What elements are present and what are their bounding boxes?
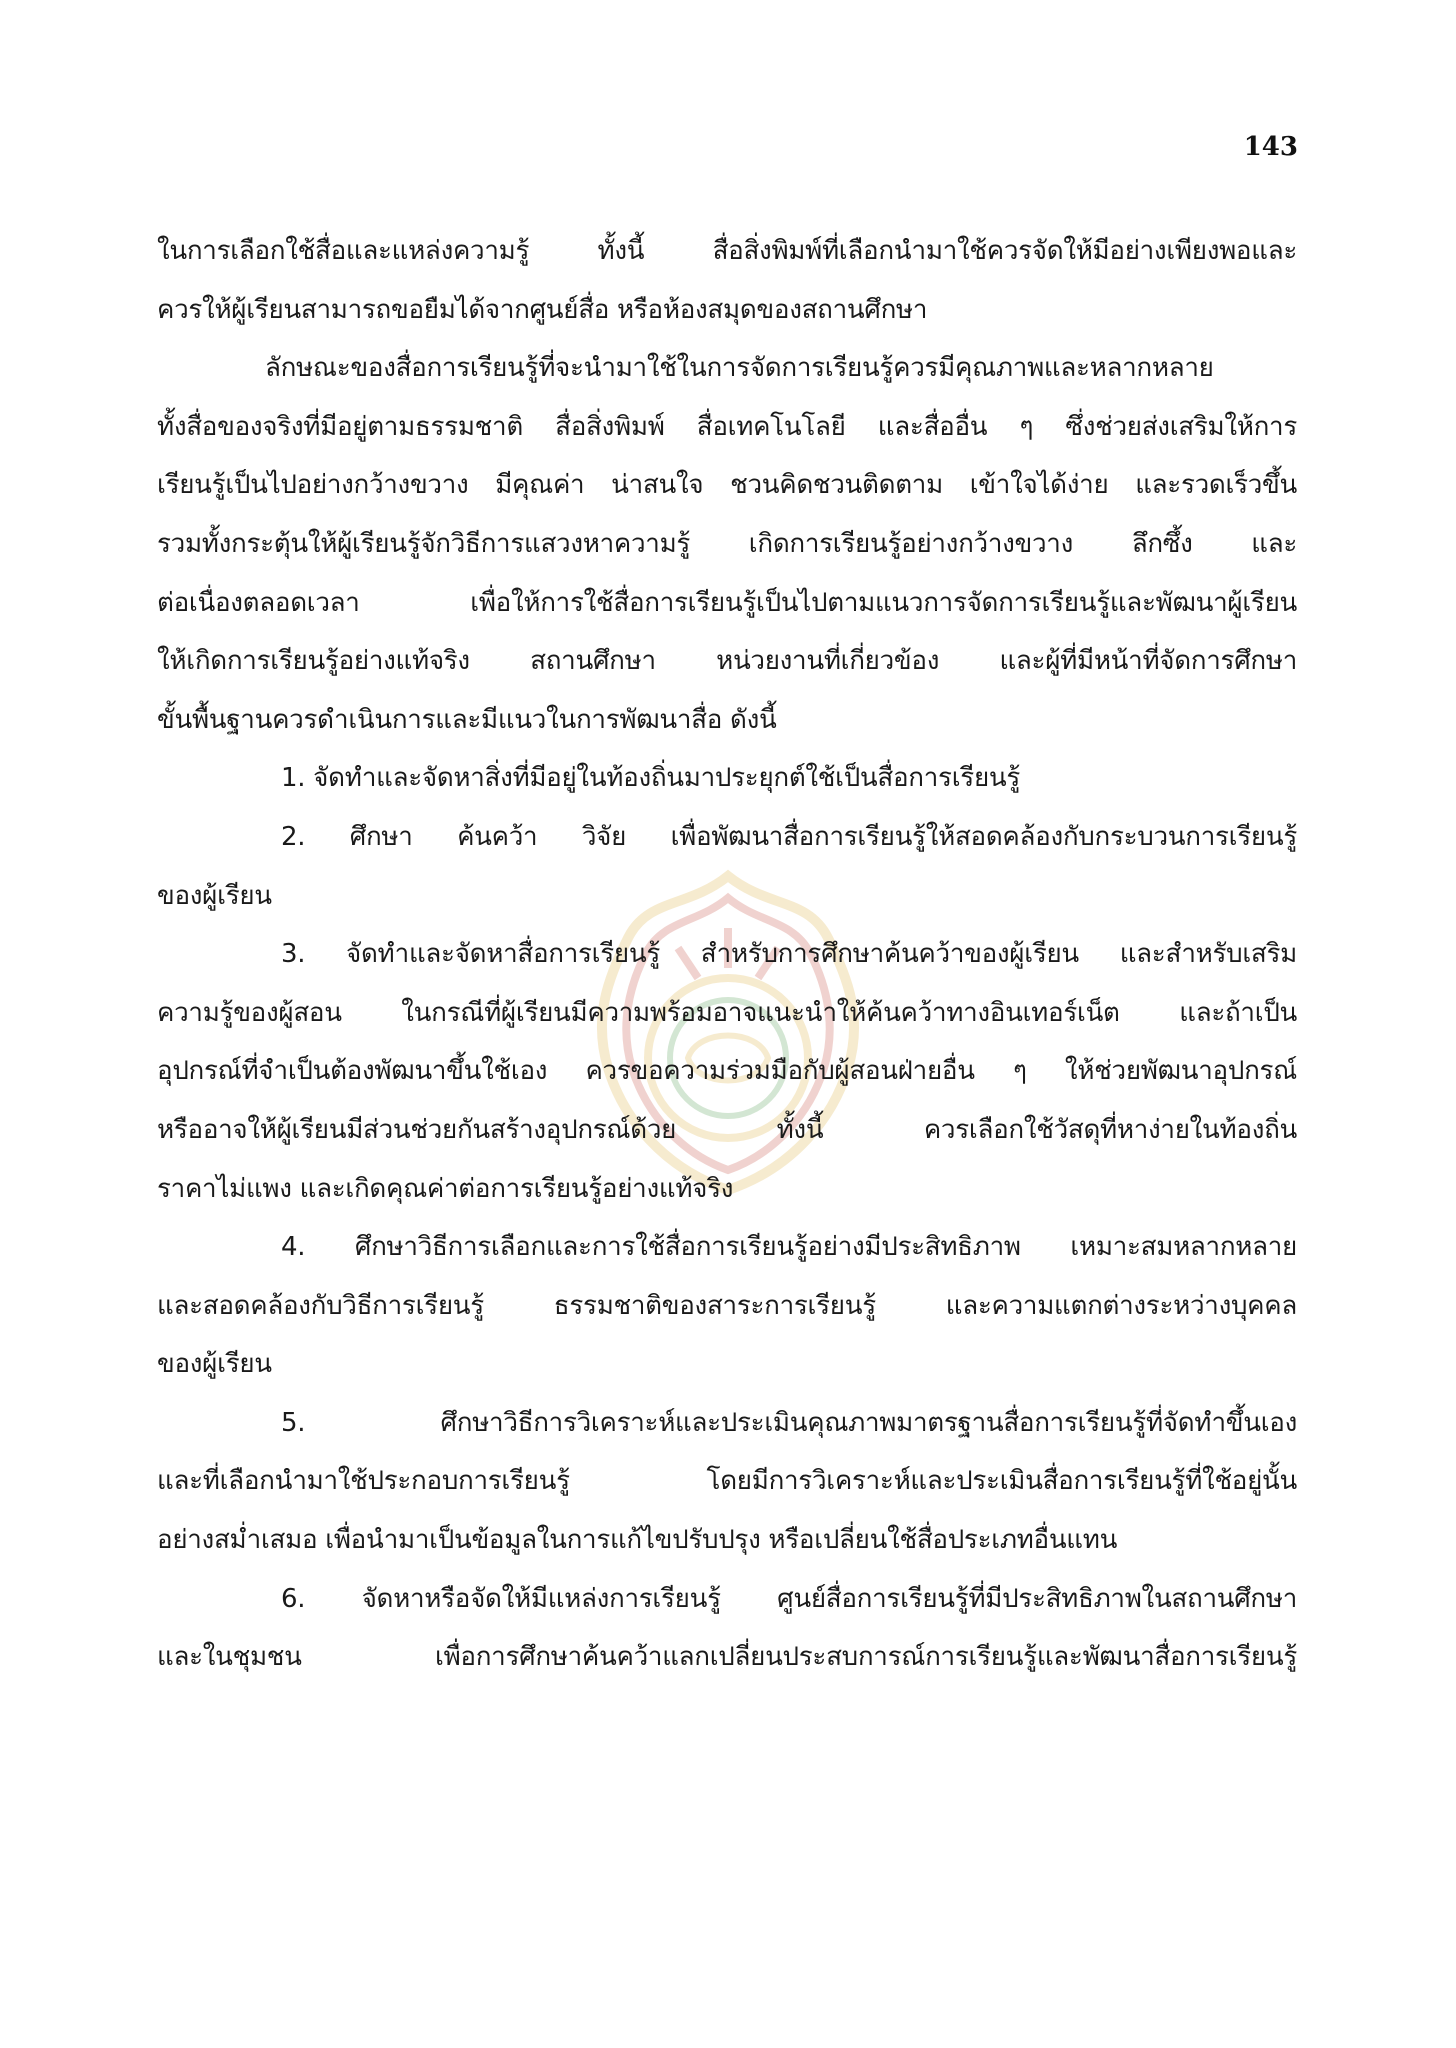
- text-line: ของผู้เรียน: [157, 1349, 272, 1380]
- text-line: 6. จัดหาหรือจัดให้มีแหล่งการเรียนรู้ ศูนย์สื่อการเรียนรู้ที่มีประสิทธิภาพในสถานศึกษา: [281, 1583, 1297, 1614]
- text-line: ควรให้ผู้เรียนสามารถขอยืมได้จากศูนย์สื่อ หรือห้องสมุดของสถานศึกษา: [157, 294, 928, 325]
- text-line: อุปกรณ์ที่จำเป็นต้องพัฒนาขึ้นใช้เอง ควรขอความร่วมมือกับผู้สอนฝ่ายอื่น ๆ ให้ช่วยพัฒนาอุปกรณ์: [157, 1056, 1297, 1087]
- text-line: อย่างสม่ำเสมอ เพื่อนำมาเป็นข้อมูลในการแก้ไขปรับปรุง หรือเปลี่ยนใช้สื่อประเภทอื่นแทน: [157, 1525, 1118, 1556]
- text-line: หรืออาจให้ผู้เรียนมีส่วนช่วยกันสร้างอุปกรณ์ด้วย ทั้งนี้ ควรเลือกใช้วัสดุที่หาง่ายในท้องถิ่น: [157, 1114, 1297, 1145]
- text-line: ในการเลือกใช้สื่อและแหล่งความรู้ ทั้งนี้ สื่อสิ่งพิมพ์ที่เลือกนำมาใช้ควรจัดให้มีอย่างเพียงพอและ: [157, 236, 1297, 266]
- text-line: 3. จัดทำและจัดหาสื่อการเรียนรู้ สำหรับการศึกษาค้นคว้าของผู้เรียน และสำหรับเสริม: [281, 939, 1297, 970]
- text-line: 4. ศึกษาวิธีการเลือกและการใช้สื่อการเรียนรู้อย่างมีประสิทธิภาพ เหมาะสมหลากหลาย: [281, 1232, 1297, 1263]
- text-line: ความรู้ของผู้สอน ในกรณีที่ผู้เรียนมีความพร้อมอาจแนะนำให้ค้นคว้าทางอินเทอร์เน็ต และถ้าเป็น: [157, 997, 1297, 1028]
- text-line: ต่อเนื่องตลอดเวลา เพื่อให้การใช้สื่อการเรียนรู้เป็นไปตามแนวการจัดการเรียนรู้และพัฒนาผู้เรียน: [157, 587, 1297, 618]
- text-line: ลักษณะของสื่อการเรียนรู้ที่จะนำมาใช้ในการจัดการเรียนรู้ควรมีคุณภาพและหลากหลาย: [265, 353, 1214, 384]
- text-line: และในชุมชน เพื่อการศึกษาค้นคว้าแลกเปลี่ยนประสบการณ์การเรียนรู้และพัฒนาสื่อการเรียนรู้: [157, 1642, 1297, 1673]
- text-line: ราคาไม่แพง และเกิดคุณค่าต่อการเรียนรู้อย่างแท้จริง: [157, 1173, 734, 1204]
- text-line: ของผู้เรียน: [157, 880, 272, 911]
- page-number: 143: [1243, 132, 1298, 162]
- text-line: 1. จัดทำและจัดหาสิ่งที่มีอยู่ในท้องถิ่นมาประยุกต์ใช้เป็นสื่อการเรียนรู้: [281, 763, 1021, 794]
- text-line: ให้เกิดการเรียนรู้อย่างแท้จริง สถานศึกษา หน่วยงานที่เกี่ยวข้อง และผู้ที่มีหน้าที่จัดการศึกษา: [157, 646, 1297, 677]
- text-line: ขั้นพื้นฐานควรดำเนินการและมีแนวในการพัฒนาสื่อ ดังนี้: [157, 704, 777, 735]
- text-line: 5. ศึกษาวิธีการวิเคราะห์และประเมินคุณภาพมาตรฐานสื่อการเรียนรู้ที่จัดทำขึ้นเอง: [281, 1407, 1297, 1438]
- text-line: เรียนรู้เป็นไปอย่างกว้างขวาง มีคุณค่า น่าสนใจ ชวนคิดชวนติดตาม เข้าใจได้ง่าย และรวดเร็วขึ้น: [157, 470, 1297, 501]
- text-line: รวมทั้งกระตุ้นให้ผู้เรียนรู้จักวิธีการแสวงหาความรู้ เกิดการเรียนรู้อย่างกว้างขวาง ลึกซึ้ง และ: [157, 528, 1297, 559]
- text-line: ทั้งสื่อของจริงที่มีอยู่ตามธรรมชาติ สื่อสิ่งพิมพ์ สื่อเทคโนโลยี และสื่ออื่น ๆ ซึ่งช่วยส่งเสริมให้การ: [157, 411, 1297, 442]
- text-line: และสอดคล้องกับวิธีการเรียนรู้ ธรรมชาติของสาระการเรียนรู้ และความแตกต่างระหว่างบุคคล: [157, 1290, 1297, 1321]
- text-line: และที่เลือกนำมาใช้ประกอบการเรียนรู้ โดยมีการวิเคราะห์และประเมินสื่อการเรียนรู้ที่ใช้อยู่นั้น: [157, 1466, 1297, 1497]
- text-line: 2. ศึกษา ค้นคว้า วิจัย เพื่อพัฒนาสื่อการเรียนรู้ให้สอดคล้องกับกระบวนการเรียนรู้: [281, 821, 1297, 852]
- body-text: [157, 222, 1297, 1687]
